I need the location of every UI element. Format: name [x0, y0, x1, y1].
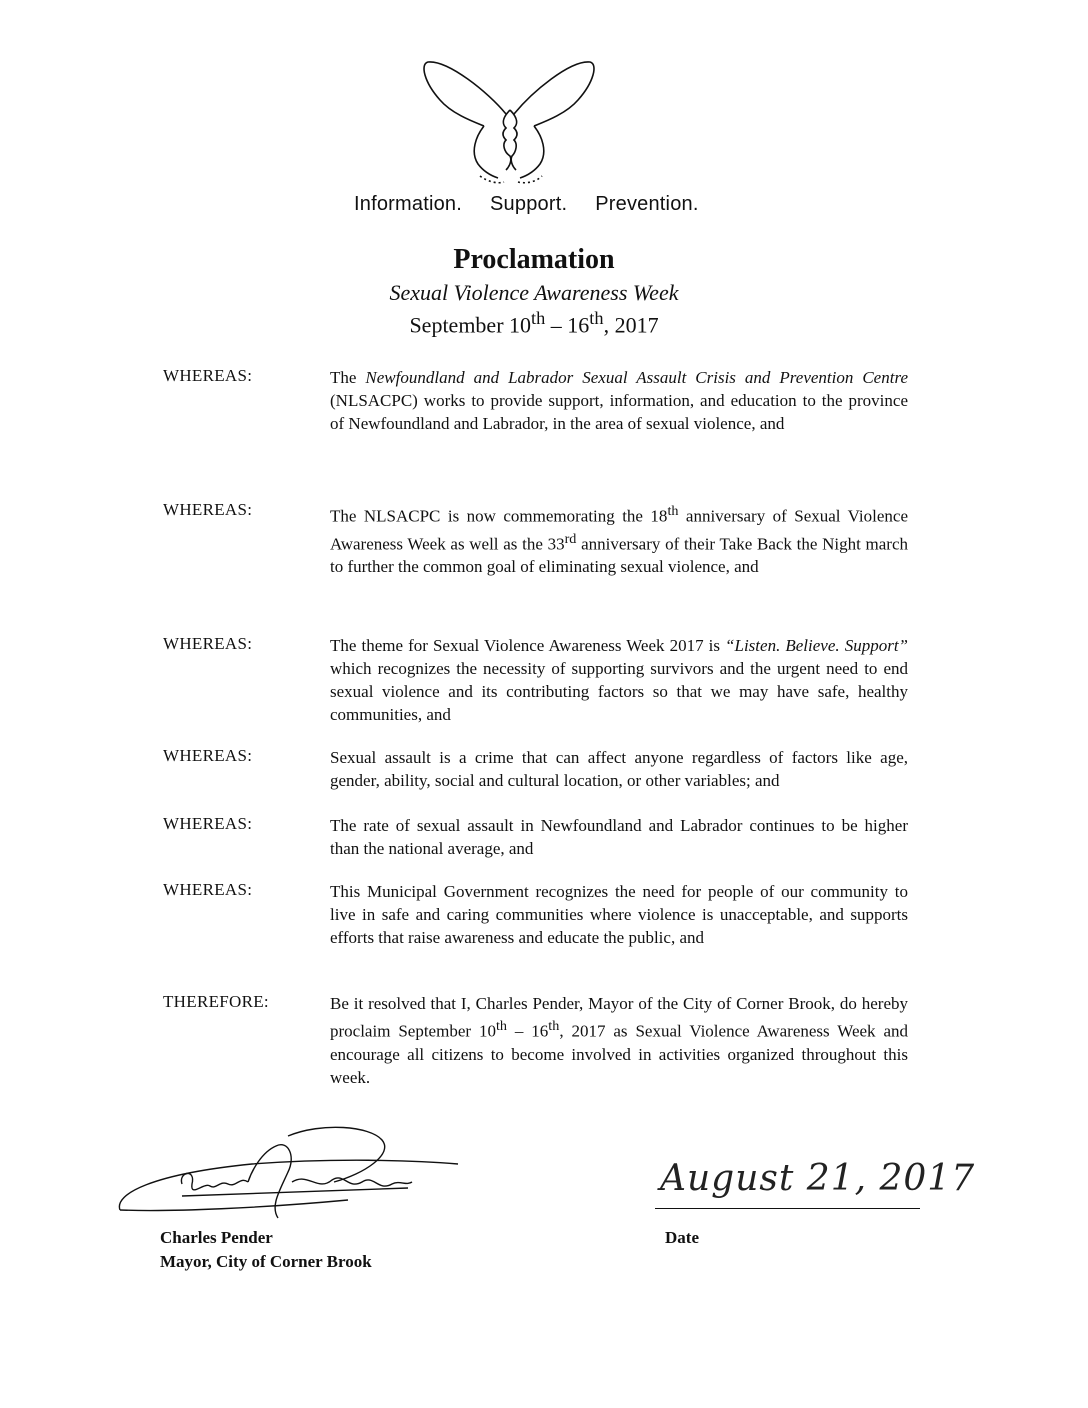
clause-text-part: , 2017 as Sexual Violence Awareness Week and encourage all citizens to become involved in activities organized throughout this week. [330, 1021, 909, 1087]
clause-label: WHEREAS: [163, 746, 253, 765]
date-label: Date [665, 1228, 699, 1247]
dateline-suffix: , 2017 [603, 312, 659, 338]
clause-text [330, 634, 908, 726]
signer-title: Mayor, City of Corner Brook [160, 1252, 372, 1271]
tagline [354, 193, 734, 216]
clause-text-part: anniversary of Sexual Violence Awareness Week as well as the 33 [330, 506, 908, 554]
butterfly-logo-icon [418, 52, 600, 190]
clause-text-part: This Municipal Government recognizes the need for people of our community to live in safe and caring communities where violence is unacceptable, and supports efforts that raise awareness and educate the public, and [330, 882, 908, 947]
ordinal-suffix: th [667, 503, 679, 519]
tagline-prevention: Prevention. [595, 193, 699, 215]
clause-text [330, 880, 908, 949]
clause-text [330, 500, 908, 578]
dateline-dash: – 16 [545, 312, 590, 338]
clause-text [330, 814, 908, 860]
ordinal-suffix: th [548, 1018, 560, 1034]
clause-label: WHEREAS: [163, 366, 253, 385]
clause-text-part: (NLSACPC) works to provide support, information, and education to the province of Newfoundland and Labrador, in the area of sexual violence, and [330, 391, 908, 433]
clause-text [330, 366, 908, 435]
handwritten-date: August 21, 2017 [660, 1158, 976, 1199]
clause-label: WHEREAS: [163, 500, 253, 519]
clause-text-part: – 16 [506, 1021, 549, 1041]
ordinal-suffix: th [495, 1018, 507, 1034]
document-dateline [0, 308, 1068, 338]
document-subtitle: Sexual Violence Awareness Week [389, 280, 679, 305]
signer-name: Charles Pender [160, 1228, 273, 1247]
clause-label: WHEREAS: [163, 880, 253, 899]
clause-text-part: The [330, 368, 366, 387]
clause-text [330, 992, 908, 1089]
clause-text-part: “Listen. Believe. Support” [725, 636, 908, 655]
clause-text-part: The NLSACPC is now commemorating the 18 [330, 506, 668, 526]
clause-text-part: The theme for Sexual Violence Awareness Week 2017 is [330, 636, 726, 655]
dateline-sup-1: th [531, 308, 546, 328]
dateline-sup-2: th [589, 308, 604, 328]
dateline-prefix: September 10 [409, 312, 532, 338]
ordinal-suffix: rd [564, 530, 577, 547]
clause-text-part: Sexual assault is a crime that can affect anyone regardless of factors like age, gender, ability, social and cultural location, or other variables; and [330, 748, 908, 790]
clause-text-part: Be it resolved that I, Charles Pender, Mayor of the City of Corner Brook, do hereby proclaim September 10 [330, 994, 908, 1041]
document-title: Proclamation [453, 244, 615, 275]
clause-text-part: anniversary of their Take Back the Night march to further the common goal of eliminating sexual violence, and [330, 534, 908, 577]
clause-text-part: which recognizes the necessity of supporting survivors and the urgent need to end sexual violence and its contributing factors so that we may have safe, healthy communities, and [330, 659, 908, 724]
clause-text-part: Newfoundland and Labrador Sexual Assault Crisis and Prevention Centre [365, 368, 908, 387]
clause-label: THEREFORE: [163, 992, 269, 1011]
tagline-support: Support. [490, 193, 568, 215]
clause-label: WHEREAS: [163, 814, 253, 833]
tagline-information: Information. [354, 193, 463, 215]
date-line [655, 1208, 920, 1209]
clause-text [330, 746, 908, 792]
clause-text-part: The rate of sexual assault in Newfoundland and Labrador continues to be higher than the national average, and [330, 816, 908, 858]
mayor-signature [112, 1112, 472, 1222]
clause-label: WHEREAS: [163, 634, 253, 653]
